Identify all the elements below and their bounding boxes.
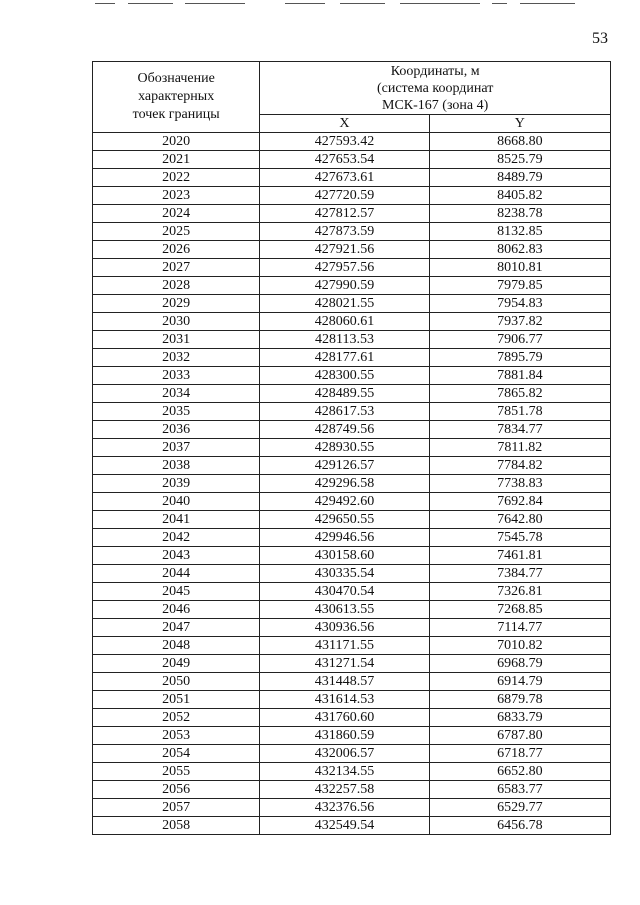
table-row <box>93 331 611 349</box>
table-row <box>93 547 611 565</box>
table-row <box>93 277 611 295</box>
table-row <box>93 583 611 601</box>
x-cell: 430470.54 <box>260 583 429 601</box>
point-cell: 2053 <box>93 727 260 745</box>
point-cell: 2049 <box>93 655 260 673</box>
y-cell: 7461.81 <box>429 547 610 565</box>
point-cell: 2025 <box>93 223 260 241</box>
point-cell: 2052 <box>93 709 260 727</box>
y-cell: 7114.77 <box>429 619 610 637</box>
point-cell: 2046 <box>93 601 260 619</box>
y-cell: 6914.79 <box>429 673 610 691</box>
x-cell: 428489.55 <box>260 385 429 403</box>
y-cell: 7851.78 <box>429 403 610 421</box>
table-row <box>93 781 611 799</box>
table-row <box>93 763 611 781</box>
x-cell: 429650.55 <box>260 511 429 529</box>
table-row <box>93 367 611 385</box>
point-cell: 2055 <box>93 763 260 781</box>
x-cell: 429492.60 <box>260 493 429 511</box>
top-rule <box>128 3 173 4</box>
y-cell: 6529.77 <box>429 799 610 817</box>
point-cell: 2034 <box>93 385 260 403</box>
table-row <box>93 457 611 475</box>
y-cell: 8062.83 <box>429 241 610 259</box>
x-cell: 431760.60 <box>260 709 429 727</box>
y-cell: 6456.78 <box>429 817 610 835</box>
top-rule <box>400 3 480 4</box>
x-cell: 431860.59 <box>260 727 429 745</box>
y-cell: 7545.78 <box>429 529 610 547</box>
x-cell: 427957.56 <box>260 259 429 277</box>
point-cell: 2042 <box>93 529 260 547</box>
table-row <box>93 817 611 835</box>
x-cell: 431614.53 <box>260 691 429 709</box>
point-cell: 2058 <box>93 817 260 835</box>
top-rule <box>185 3 245 4</box>
table-row <box>93 493 611 511</box>
y-cell: 7384.77 <box>429 565 610 583</box>
y-cell: 6833.79 <box>429 709 610 727</box>
y-cell: 6583.77 <box>429 781 610 799</box>
table-row <box>93 295 611 313</box>
table-row <box>93 619 611 637</box>
point-cell: 2027 <box>93 259 260 277</box>
point-cell: 2020 <box>93 133 260 151</box>
x-cell: 427921.56 <box>260 241 429 259</box>
point-cell: 2028 <box>93 277 260 295</box>
top-rule <box>340 3 385 4</box>
x-cell: 432006.57 <box>260 745 429 763</box>
point-cell: 2050 <box>93 673 260 691</box>
point-cell: 2038 <box>93 457 260 475</box>
x-cell: 432257.58 <box>260 781 429 799</box>
x-cell: 432134.55 <box>260 763 429 781</box>
point-cell: 2030 <box>93 313 260 331</box>
table-row <box>93 529 611 547</box>
table-row <box>93 205 611 223</box>
y-cell: 6718.77 <box>429 745 610 763</box>
x-cell: 429946.56 <box>260 529 429 547</box>
point-cell: 2035 <box>93 403 260 421</box>
x-cell: 430158.60 <box>260 547 429 565</box>
point-cell: 2054 <box>93 745 260 763</box>
x-cell: 427873.59 <box>260 223 429 241</box>
point-column-header: Обозначение характерных точек границы <box>93 62 260 133</box>
table-row <box>93 421 611 439</box>
y-cell: 7865.82 <box>429 385 610 403</box>
point-cell: 2043 <box>93 547 260 565</box>
x-cell: 428021.55 <box>260 295 429 313</box>
top-rule <box>95 3 115 4</box>
point-cell: 2021 <box>93 151 260 169</box>
x-cell: 428930.55 <box>260 439 429 457</box>
table-row <box>93 169 611 187</box>
y-cell: 8525.79 <box>429 151 610 169</box>
y-cell: 7326.81 <box>429 583 610 601</box>
x-cell: 430936.56 <box>260 619 429 637</box>
x-cell: 429296.58 <box>260 475 429 493</box>
x-cell: 427812.57 <box>260 205 429 223</box>
y-cell: 8489.79 <box>429 169 610 187</box>
x-cell: 428177.61 <box>260 349 429 367</box>
table-row <box>93 259 611 277</box>
table-row <box>93 727 611 745</box>
y-cell: 8010.81 <box>429 259 610 277</box>
x-cell: 428749.56 <box>260 421 429 439</box>
table-row <box>93 187 611 205</box>
y-cell: 8132.85 <box>429 223 610 241</box>
x-cell: 427593.42 <box>260 133 429 151</box>
point-cell: 2024 <box>93 205 260 223</box>
point-cell: 2047 <box>93 619 260 637</box>
y-cell: 8405.82 <box>429 187 610 205</box>
x-cell: 428060.61 <box>260 313 429 331</box>
top-rule <box>520 3 575 4</box>
x-cell: 428300.55 <box>260 367 429 385</box>
y-cell: 7937.82 <box>429 313 610 331</box>
table-row <box>93 565 611 583</box>
x-cell: 429126.57 <box>260 457 429 475</box>
table-row <box>93 745 611 763</box>
table-row <box>93 637 611 655</box>
top-rule <box>285 3 325 4</box>
table-row <box>93 655 611 673</box>
y-cell: 8238.78 <box>429 205 610 223</box>
point-cell: 2037 <box>93 439 260 457</box>
table-row <box>93 349 611 367</box>
y-cell: 6652.80 <box>429 763 610 781</box>
x-cell: 427990.59 <box>260 277 429 295</box>
y-cell: 6787.80 <box>429 727 610 745</box>
table-row <box>93 799 611 817</box>
coordinates-table <box>92 61 611 835</box>
coordinates-column-header: Координаты, м (система координат МСК-167 (зона 4) <box>260 62 611 115</box>
point-cell: 2051 <box>93 691 260 709</box>
table-body <box>93 133 611 835</box>
x-cell: 431171.55 <box>260 637 429 655</box>
x-cell: 431448.57 <box>260 673 429 691</box>
y-cell: 7811.82 <box>429 439 610 457</box>
y-cell: 7010.82 <box>429 637 610 655</box>
x-cell: 430335.54 <box>260 565 429 583</box>
table-row <box>93 223 611 241</box>
x-cell: 432549.54 <box>260 817 429 835</box>
point-cell: 2031 <box>93 331 260 349</box>
x-column-header: X <box>260 115 429 133</box>
point-cell: 2041 <box>93 511 260 529</box>
point-cell: 2029 <box>93 295 260 313</box>
x-cell: 427720.59 <box>260 187 429 205</box>
x-cell: 427673.61 <box>260 169 429 187</box>
y-cell: 7906.77 <box>429 331 610 349</box>
point-cell: 2036 <box>93 421 260 439</box>
y-cell: 7738.83 <box>429 475 610 493</box>
point-cell: 2057 <box>93 799 260 817</box>
x-cell: 432376.56 <box>260 799 429 817</box>
table-row <box>93 403 611 421</box>
top-rule <box>492 3 507 4</box>
point-cell: 2045 <box>93 583 260 601</box>
table-row <box>93 709 611 727</box>
y-cell: 7784.82 <box>429 457 610 475</box>
point-cell: 2032 <box>93 349 260 367</box>
point-cell: 2026 <box>93 241 260 259</box>
point-cell: 2022 <box>93 169 260 187</box>
table-row <box>93 241 611 259</box>
y-cell: 7954.83 <box>429 295 610 313</box>
page-number: 53 <box>592 30 608 47</box>
table-row <box>93 385 611 403</box>
table-row <box>93 511 611 529</box>
y-cell: 7268.85 <box>429 601 610 619</box>
point-cell: 2056 <box>93 781 260 799</box>
table-row <box>93 151 611 169</box>
x-cell: 430613.55 <box>260 601 429 619</box>
y-column-header: Y <box>429 115 610 133</box>
table-row <box>93 691 611 709</box>
table-row <box>93 673 611 691</box>
point-cell: 2044 <box>93 565 260 583</box>
y-cell: 7642.80 <box>429 511 610 529</box>
x-cell: 428617.53 <box>260 403 429 421</box>
point-cell: 2039 <box>93 475 260 493</box>
point-cell: 2048 <box>93 637 260 655</box>
table-row <box>93 601 611 619</box>
table-row <box>93 439 611 457</box>
y-cell: 7881.84 <box>429 367 610 385</box>
x-cell: 427653.54 <box>260 151 429 169</box>
y-cell: 6879.78 <box>429 691 610 709</box>
y-cell: 7834.77 <box>429 421 610 439</box>
table-row <box>93 133 611 151</box>
table-row <box>93 475 611 493</box>
y-cell: 7979.85 <box>429 277 610 295</box>
point-cell: 2040 <box>93 493 260 511</box>
table-row <box>93 313 611 331</box>
y-cell: 7692.84 <box>429 493 610 511</box>
x-cell: 431271.54 <box>260 655 429 673</box>
y-cell: 6968.79 <box>429 655 610 673</box>
y-cell: 7895.79 <box>429 349 610 367</box>
point-cell: 2023 <box>93 187 260 205</box>
point-cell: 2033 <box>93 367 260 385</box>
y-cell: 8668.80 <box>429 133 610 151</box>
x-cell: 428113.53 <box>260 331 429 349</box>
